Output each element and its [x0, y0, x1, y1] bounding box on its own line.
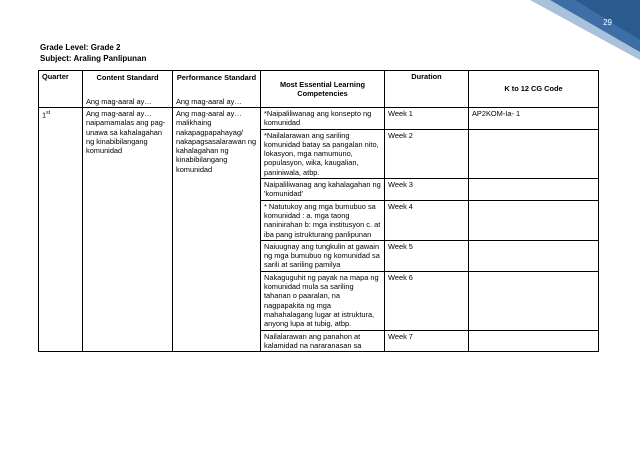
code-cell	[469, 179, 599, 201]
content-standard-cell: Ang mag-aaral ay… naipamamalas ang pag- unawa sa kahalagahan ng kinabibilangang komunidad	[83, 108, 173, 352]
melc-cell: Naiuugnay ang tungkulin at gawain ng mga bumubuo ng komunidad sa sarili at sariling pamilya	[261, 240, 385, 271]
table-header-row	[39, 71, 599, 108]
duration-cell: Week 3	[385, 179, 469, 201]
header-quarter: Quarter	[39, 71, 83, 108]
code-cell	[469, 129, 599, 178]
corner-decoration	[520, 0, 640, 60]
curriculum-table	[38, 70, 599, 352]
grade-level: Grade Level: Grade 2	[40, 43, 121, 52]
duration-cell: Week 2	[385, 129, 469, 178]
melc-cell: * Natutukoy ang mga bumubuo sa komunidad : a. mga taong naninirahan b: mga institusyon c. at iba pang istrukturang panlipunan	[261, 200, 385, 240]
table-row	[39, 108, 599, 130]
duration-cell: Week 5	[385, 240, 469, 271]
code-cell	[469, 200, 599, 240]
header-cg-code: K to 12 CG Code	[469, 71, 599, 108]
document-header	[40, 42, 146, 64]
quarter-cell: 1st	[39, 108, 83, 352]
performance-standard-cell: Ang mag-aaral ay… malikhaing nakapagpapahayag/ nakapagsasalarawan ng kahalagahan ng kinabibilangang komunidad	[173, 108, 261, 352]
code-cell	[469, 330, 599, 352]
code-cell	[469, 271, 599, 330]
melc-cell: Nailalarawan ang panahon at kalamidad na nararanasan sa	[261, 330, 385, 352]
melc-cell: Naipaliliwanag ang kahalagahan ng 'komunidad'	[261, 179, 385, 201]
subject: Subject: Araling Panlipunan	[40, 54, 147, 63]
melc-cell: Nakaguguhit ng payak na mapa ng komunidad mula sa sariling tahanan o paaralan, na nagpapakita ng mga mahahalagang lugar at istruktura, anyong lupa at tubig, atbp.	[261, 271, 385, 330]
header-content-standard: Content Standard Ang mag-aaral ay…	[83, 71, 173, 108]
header-performance-standard: Performance Standard Ang mag-aaral ay…	[173, 71, 261, 108]
header-melc: Most Essential Learning Competencies	[261, 71, 385, 108]
duration-cell: Week 6	[385, 271, 469, 330]
page-number: 29	[603, 18, 612, 27]
melc-cell: *Naipaliliwanag ang konsepto ng komunidad	[261, 108, 385, 130]
duration-cell: Week 1	[385, 108, 469, 130]
duration-cell: Week 4	[385, 200, 469, 240]
code-cell	[469, 240, 599, 271]
header-duration: Duration	[385, 71, 469, 108]
code-cell: AP2KOM-Ia- 1	[469, 108, 599, 130]
duration-cell: Week 7	[385, 330, 469, 352]
melc-cell: *Nailalarawan ang sariling komunidad batay sa pangalan nito, lokasyon, mga namumuno, populasyon, wika, kaugalian, paniniwala, atbp.	[261, 129, 385, 178]
